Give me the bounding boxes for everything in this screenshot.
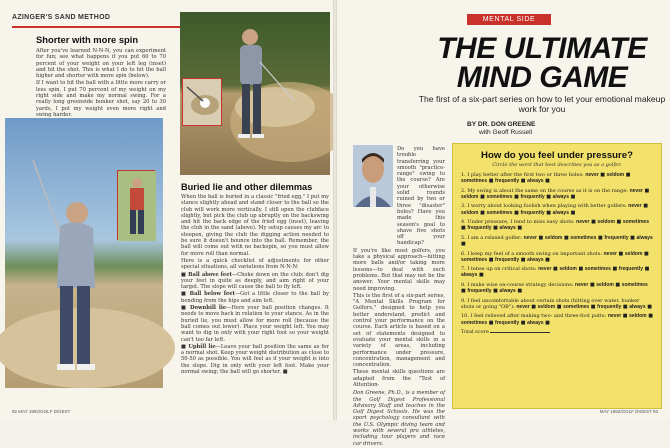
quiz-option-always[interactable]: always (636, 234, 653, 241)
quiz-option-always[interactable]: always (461, 272, 478, 279)
quiz-option-seldom[interactable]: seldom (597, 219, 615, 226)
byline (467, 121, 535, 137)
article-shorter-spin (36, 34, 166, 119)
quiz-question: 4. Under pressure, I tend to miss easy shots: (461, 219, 575, 226)
quiz-item: 10. I feel relieved after making two- and three-foot putts: never ■ seldom ■ sometimes ■ frequently ■ always ■ (461, 313, 653, 326)
quiz-option-sometimes[interactable]: sometimes (622, 219, 649, 226)
quiz-item: 9. I feel uncomfortable about certain shots (hitting over water, bunker shots or going "OB"): never ■ seldom ■ sometimes ■ frequently ■ always ■ (461, 297, 652, 310)
bullet-item: ■ Uphill lie—Leave your ball position the same as for a normal shot. Keep your weight distribution as close to 50-50 as possible. You will feel as if your weight is into the slope. Dig in only with your left foot. Make your normal swing; the ball will go shorter. ■ (181, 343, 329, 376)
fried-egg-inset (182, 78, 222, 126)
quiz-option-frequently[interactable]: frequently (467, 225, 492, 232)
quiz-question: 8. I make wise on-course strategy decisions: (461, 281, 574, 288)
left-page (0, 0, 333, 420)
quiz-question: 5. I am a relaxed golfer: (461, 234, 522, 241)
quiz-option-never[interactable]: never (607, 313, 622, 320)
quiz-question: 6. I keep my feel of a smooth swing on important shots: (461, 250, 603, 257)
golfer-setup-icon (118, 171, 156, 241)
total-line[interactable] (490, 332, 550, 333)
red-rule (12, 26, 180, 28)
quiz-question: 1. I play better after the first two or three holes: (461, 172, 584, 178)
quiz-question: 3. I worry about looking foolish when playing with better golfers: (461, 203, 627, 210)
quiz-option-never[interactable]: never (628, 203, 642, 210)
article-deck: The first of a six-part series on how to let your emotional makeup work for you (418, 94, 666, 114)
article-buried-lie (181, 182, 329, 376)
quiz-option-sometimes[interactable]: sometimes (486, 193, 513, 200)
quiz-option-always[interactable]: always (499, 288, 516, 295)
quiz-option-always[interactable]: always (527, 256, 544, 263)
article-heading: Shorter with more spin (36, 34, 139, 45)
title-line: MIND GAME (456, 61, 628, 94)
quiz-item: 8. I make wise on-course strategy decisions: never ■ seldom ■ sometimes ■ frequently ■ always ■ (461, 281, 648, 295)
quiz-item: 5. I am a relaxed golfer: never ■ seldom ■ sometimes ■ frequently ■ always ■ (461, 234, 653, 248)
quiz-option-seldom[interactable]: seldom (537, 303, 556, 310)
quiz-item: 6. I keep my feel of a smooth swing on important shots: never ■ seldom ■ sometimes ■ frequently ■ always ■ (461, 250, 649, 263)
paragraph: These mental skills questions are adapted from the "Test of Attention- (353, 369, 445, 388)
quiz-item: 7. I tense up on critical shots: never ■ seldom ■ sometimes ■ frequently ■ always ■ (461, 266, 650, 279)
article-body (181, 194, 329, 375)
bullet-text: —Get a little closer to the ball by bending from the hips and aim left. (181, 291, 329, 304)
quiz-option-seldom[interactable]: seldom (629, 313, 647, 320)
quiz-option-frequently[interactable]: frequently (520, 209, 545, 216)
paragraph: Here is a quick checklist of adjustments for other special situations, all variations from N-N-N: (181, 257, 329, 271)
quiz-option-frequently[interactable]: frequently (467, 288, 492, 295)
author: BY DR. DON GREENE (467, 121, 536, 128)
quiz-item: 2. My swing is about the same on the course as it is on the range: never ■ seldom ■ sometimes ■ frequently ■ always ■ (461, 187, 650, 200)
bullet-label: Downhill lie (190, 305, 227, 312)
paragraph: This is the first of a six-part series, "A Mental Skills Program for Golfers," designed to help you better understand, predict and control your performance on the course. Each article is based on a set of statements designed to evaluate your mental skills in a variety of areas, including performance under pressure, concentration, management and concentration. (353, 292, 445, 369)
golfer-swing-illustration (5, 118, 163, 388)
bullet-text: —Leave your ball position the same as for a normal shot. Keep your weight distribution as close to 50-50 as possible. You will feel as if your weight is into the slope. Dig in only with your left foot. Make your normal swing; the ball will go shorter. (181, 343, 329, 376)
right-page (337, 0, 670, 447)
quiz-option-seldom[interactable]: seldom (606, 172, 625, 178)
pressure-quiz (452, 143, 662, 409)
quiz-option-sometimes[interactable]: sometimes (486, 209, 513, 216)
quiz-option-never[interactable]: never (576, 219, 590, 226)
quiz-option-seldom[interactable]: seldom (461, 193, 479, 200)
quiz-item-list (461, 172, 653, 326)
quiz-option-seldom[interactable]: seldom (461, 209, 479, 216)
article-body (353, 146, 445, 448)
quiz-option-sometimes[interactable]: sometimes (461, 256, 488, 263)
quiz-option-seldom[interactable]: seldom (559, 266, 577, 273)
weight-left-inset (117, 170, 155, 240)
paragraph: When the ball is buried in a classic "fried egg," I put my stance slightly ahead and stand closer to the ball so the club will work more vertically. I still open the clubface slightly, but pick the club up abruptly on the backswing and hit the back edge of the fried egg (inset), leaving the club in the sand (above). My setup causes my arc to steepen, giving the club the digging action needed to be sure it doesn't bounce into the ball. Remember, the ball will come out with no backspin, so you must allow for more roll than normal. (181, 194, 329, 257)
bullet-label: Ball above feet (188, 271, 232, 278)
paragraph: If I want to hit the ball with a little more carry or less spin, I put 70 percent of my weight on my right side and make my normal swing. For a really long greenside bunker shot, say 20 to 30 yards, I put my weight even more right and swing harder. (36, 80, 166, 118)
quiz-option-sometimes[interactable]: sometimes (563, 303, 590, 310)
quiz-option-frequently[interactable]: frequently (520, 193, 545, 200)
quiz-question: 2. My swing is about the same on the course as it is on the range: (461, 187, 628, 194)
quiz-option-frequently[interactable]: frequently (618, 266, 643, 273)
author-bio: Don Greene, Ph.D., is a member of the Golf Digest Professional Advisory Staff and teaches in the Golf Digest Schools. He was the sport psychology consultant with the U.S. Olympic diving team and works with several pro athletes, including tour players and race car drivers. (353, 390, 445, 447)
bullet-item: ■ Downhill lie—Here your ball position changes. It needs to move back in relation to your stance. As in the buried lie, you must allow for more roll (because the ball comes out lower). Place your weight left. You may want to dig in only with your right foot so your weight can't too far left. (181, 305, 329, 343)
quiz-option-frequently[interactable]: frequently (495, 178, 520, 185)
quiz-option-never[interactable]: never (523, 234, 537, 241)
folio-left: 92 MAY 1992/GOLF DIGEST (12, 409, 71, 414)
quiz-option-always[interactable]: always (629, 303, 646, 310)
section-tag: MENTAL SIDE (467, 14, 551, 25)
bullet-item: ■ Ball above feet—Choke down on the club; don't dig your feet in quite as deeply, and aim right of your target. The slope will cause the ball to fly left. (181, 271, 329, 291)
golfer-swing-photo (5, 118, 163, 388)
quiz-option-frequently[interactable]: frequently (604, 234, 629, 241)
co-author: with Geoff Russell (479, 129, 533, 136)
quiz-option-sometimes[interactable]: sometimes (584, 266, 611, 273)
paragraph: If you're like most golfers, you take a physical approach—hitting more balls and/or taking more lessons—to deal with such problems. But that may not be the answer. Your mental skills may need improving. (353, 247, 445, 292)
quiz-item: 4. Under pressure, I tend to miss easy shots: never ■ seldom ■ sometimes ■ frequently ■ always ■ (461, 219, 649, 232)
quiz-question: 7. I tense up on critical shots: (461, 266, 537, 273)
quiz-option-never[interactable]: never (538, 266, 552, 273)
folio-right: MAY 1992/GOLF DIGEST 93 (599, 409, 658, 414)
quiz-option-seldom[interactable]: seldom (544, 234, 563, 241)
quiz-option-frequently[interactable]: frequently (495, 256, 520, 263)
paragraph: Do you have trouble transferring your smooth "practice-range" swing to the course? Are your otherwise solid rounds ruined by two or three "disaster" holes? Have you made this season's goal to shave five shots off your handicap? (397, 146, 445, 247)
quiz-option-sometimes[interactable]: sometimes (621, 281, 648, 288)
ball-in-sand-icon (183, 79, 223, 127)
quiz-option-frequently[interactable]: frequently (495, 319, 520, 326)
bullet-label: Uphill lie (188, 343, 216, 350)
quiz-option-never[interactable]: never (516, 303, 530, 310)
quiz-option-sometimes[interactable]: sometimes (461, 178, 488, 185)
quiz-option-seldom[interactable]: seldom (596, 281, 614, 288)
quiz-question: 10. I feel relieved after making two- and three-foot putts: (461, 313, 607, 320)
quiz-option-frequently[interactable]: frequently (597, 303, 622, 310)
article-title (417, 34, 667, 92)
quiz-instructions: Circle the word that best describes you as a golfer. (492, 162, 622, 168)
title-line: THE ULTIMATE (437, 32, 647, 65)
quiz-option-always[interactable]: always (527, 178, 544, 185)
bullet-text: —Here your ball position changes. It needs to move back in relation to your stance. As in the buried lie, you must allow for more roll (because the ball comes out lower). Place your weight left. You may want to dig in only with your right foot so your weight can't too far left. (181, 305, 329, 343)
quiz-item: 1. I play better after the first two or three holes: never ■ seldom ■ sometimes ■ frequently ■ always ■ (461, 172, 631, 185)
quiz-option-never[interactable]: never (603, 250, 617, 257)
quiz-option-never[interactable]: never (629, 187, 643, 194)
quiz-option-always[interactable]: always (552, 209, 569, 216)
quiz-option-never[interactable]: never (585, 172, 599, 178)
bullet-item: ■ Ball below feet—Get a little closer to the ball by bending from the hips and aim left. (181, 291, 329, 304)
bullet-text: —Choke down on the club; don't dig your feet in quite as deeply, and aim right of your target. The slope will cause the ball to fly left. (181, 271, 329, 291)
quiz-option-seldom[interactable]: seldom (624, 250, 643, 257)
article-body (36, 48, 166, 118)
quiz-question: 9. I feel uncomfortable about certain shots (hitting over water, bunker shots or going "OB"): (461, 297, 640, 310)
quiz-total (461, 329, 653, 335)
total-label: Total score (461, 329, 489, 336)
quiz-option-always[interactable]: always (499, 225, 516, 232)
paragraph: After you've learned N-N-N, you can experiment for fun; see what happens if you put 60 to 70 percent of your weight on your left leg (inset) and hit the shot. This is what I do to hit the ball higher and shorter with more spin (below). (36, 48, 166, 80)
article-heading: Buried lie and other dilemmas (181, 182, 313, 192)
quiz-option-always[interactable]: always (527, 319, 544, 326)
quiz-option-sometimes[interactable]: sometimes (461, 319, 488, 326)
quiz-option-always[interactable]: always (552, 193, 569, 200)
quiz-title: How do you feel under pressure? (481, 150, 633, 161)
quiz-option-sometimes[interactable]: sometimes (570, 234, 597, 241)
running-head: AZINGER'S SAND METHOD (12, 14, 111, 21)
quiz-item: 3. I worry about looking foolish when playing with better golfers: never ■ seldom ■ sometimes ■ frequently ■ always ■ (461, 203, 648, 216)
bullet-label: Ball below feet (189, 291, 235, 298)
quiz-option-never[interactable]: never (575, 281, 589, 288)
